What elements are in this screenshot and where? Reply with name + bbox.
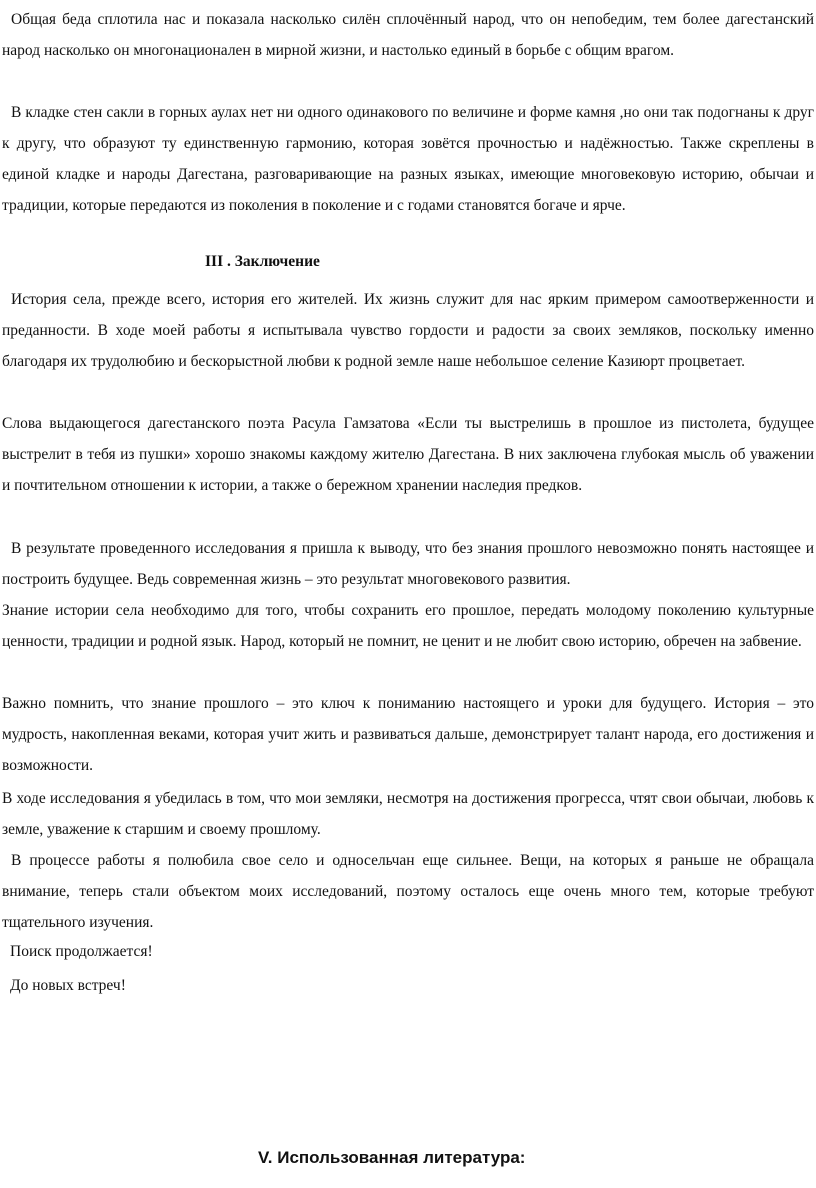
paragraph-work-process: В процессе работы я полюбила свое село и односельчан еще сильнее. Вещи, на которых я раньше не обращала внимание, теперь стали объектом моих исследований, поэтому осталось еще очень много тем, которые требуют тщательного изучения. bbox=[2, 852, 814, 931]
paragraph-village-knowledge: Знание истории села необходимо для того, чтобы сохранить его прошлое, передать молодому поколению культурные ценности, традиции и родной язык. Народ, который не помнит, не ценит и не любит свою историю, обречен на забвение. bbox=[2, 602, 814, 650]
paragraph-village-history: История села, прежде всего, история его жителей. Их жизнь служит для нас ярким примером самоотверженности и преданности. В ходе моей работы я испытывала чувство гордости и радости за своих земляков, поскольку именно благодаря их трудолюбию и бескорыстной любви к родной земле наше небольшое селение Казиюрт процветает. bbox=[2, 291, 814, 370]
paragraph-stone-masonry: В кладке стен сакли в горных аулах нет ни одного одинакового по величине и форме камня ,но они так подогнаны к друг к другу, что образуют ту единственную гармонию, которая зовётся прочностью и надёжностью. Также скреплены в единой кладке и народы Дагестана, разговаривающие на разных языках, имеющие многовековую историю, обычаи и традиции, которые передаются из поколения в поколение и с годами становятся богаче и ярче. bbox=[2, 104, 814, 214]
paragraph-research-result: В результате проведенного исследования я пришла к выводу, что без знания прошлого невозможно понять настоящее и построить будущее. Ведь современная жизнь – это результат многовекового развития. bbox=[2, 540, 814, 588]
paragraph-common-misfortune: Общая беда сплотила нас и показала насколько силён сплочённый народ, что он непобедим, тем более дагестанский народ насколько он многонационален в мирной жизни, и настолько единый в борьбе с общим врагом. bbox=[2, 11, 814, 59]
paragraph-gamzatov-quote: Слова выдающегося дагестанского поэта Расула Гамзатова «Если ты выстрелишь в прошлое из пистолета, будущее выстрелит в тебя из пушки» хорошо знакомы каждому жителю Дагестана. В них заключена глубокая мысль об уважении и почтительном отношении к истории, а также о бережном хранении наследия предков. bbox=[2, 415, 814, 494]
literature-heading: V. Использованная литература: bbox=[258, 1148, 526, 1167]
conclusion-heading: III . Заключение bbox=[205, 253, 320, 270]
closing-line-farewell: До новых встреч! bbox=[10, 977, 126, 994]
closing-line-search: Поиск продолжается! bbox=[10, 943, 153, 960]
paragraph-fellow-villagers: В ходе исследования я убедилась в том, что мои земляки, несмотря на достижения прогресса, чтят свои обычаи, любовь к земле, уважение к старшим и своему прошлому. bbox=[2, 790, 814, 838]
paragraph-past-knowledge: Важно помнить, что знание прошлого – это ключ к пониманию настоящего и уроки для будущего. История – это мудрость, накопленная веками, которая учит жить и развиваться дальше, демонстрирует талант народа, его достижения и возможности. bbox=[2, 695, 814, 774]
